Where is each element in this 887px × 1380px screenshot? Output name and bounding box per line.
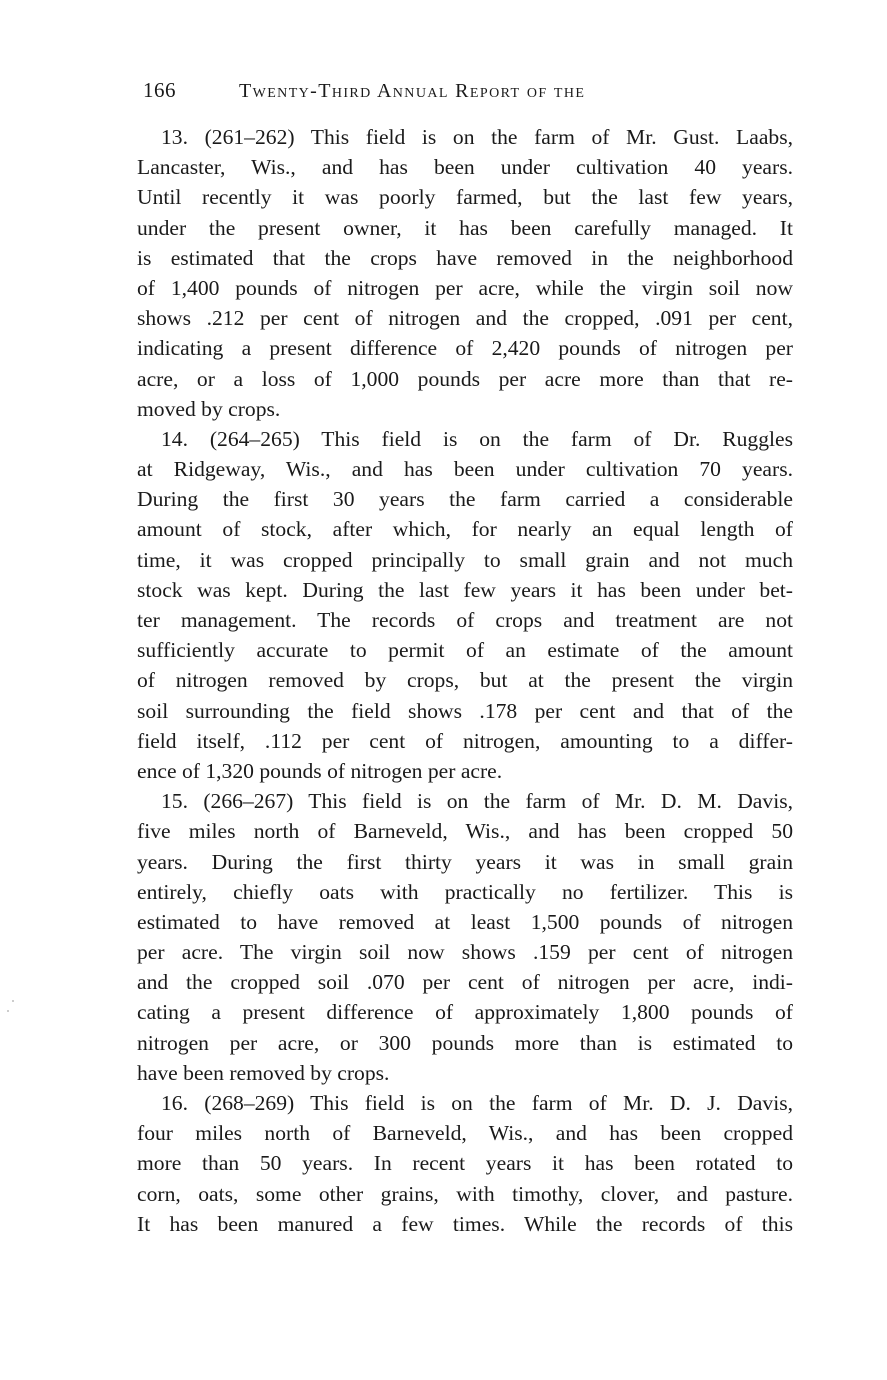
text-line: under the present owner, it has been carefully managed. It — [137, 215, 793, 240]
running-title: Twenty-Third Annual Report of the — [239, 80, 586, 102]
text-line: shows .212 per cent of nitrogen and the cropped, .091 per cent, — [137, 306, 793, 331]
text-line: During the first 30 years the farm carried a considerable — [137, 487, 793, 512]
text-line: four miles north of Barneveld, Wis., and has been cropped — [137, 1121, 793, 1146]
paragraph-16 — [137, 1088, 793, 1239]
text-line: is estimated that the crops have removed in the neighborhood — [137, 245, 793, 270]
text-line: 13. (261–262) This field is on the farm of Mr. Gust. Laabs, — [161, 125, 793, 149]
text-line: sufficiently accurate to permit of an estimate of the amount — [137, 638, 793, 663]
text-line: soil surrounding the field shows .178 per cent and that of the — [137, 698, 793, 723]
text-line: nitrogen per acre, or 300 pounds more than is estimated to — [137, 1030, 793, 1055]
paper-speck — [12, 1000, 14, 1002]
text-line: acre, or a loss of 1,000 pounds per acre more than that re- — [137, 366, 793, 391]
text-line: five miles north of Barneveld, Wis., and has been cropped 50 — [137, 819, 793, 844]
text-line: of nitrogen removed by crops, but at the present the virgin — [137, 668, 793, 693]
text-line: years. During the first thirty years it was in small grain — [137, 849, 793, 874]
paragraph-14 — [137, 424, 793, 786]
text-line: moved by crops. — [137, 396, 281, 421]
text-line: per acre. The virgin soil now shows .159 per cent of nitrogen — [137, 940, 793, 965]
running-head — [143, 78, 703, 108]
text-line: corn, oats, some other grains, with timothy, clover, and pasture. — [137, 1181, 793, 1206]
text-line: and the cropped soil .070 per cent of nitrogen per acre, indi- — [137, 970, 793, 995]
text-line: at Ridgeway, Wis., and has been under cultivation 70 years. — [137, 457, 793, 482]
text-line: 15. (266–267) This field is on the farm of Mr. D. M. Davis, — [161, 789, 793, 814]
text-line: have been removed by crops. — [137, 1060, 390, 1085]
text-line: indicating a present difference of 2,420 pounds of nitrogen per — [137, 336, 793, 361]
text-line: It has been manured a few times. While the records of this — [137, 1211, 793, 1236]
text-line: time, it was cropped principally to small grain and not much — [137, 547, 793, 572]
text-line: entirely, chiefly oats with practically no fertilizer. This is — [137, 879, 793, 904]
paper-speck — [7, 1010, 9, 1012]
body-text — [137, 122, 793, 1239]
text-line: stock was kept. During the last few years it has been under bet- — [137, 577, 793, 602]
paragraph-15 — [137, 786, 793, 1088]
text-line: 14. (264–265) This field is on the farm of Dr. Ruggles — [161, 426, 793, 451]
text-line: ter management. The records of crops and treatment are not — [137, 608, 793, 632]
text-line: Lancaster, Wis., and has been under cultivation 40 years. — [137, 155, 793, 180]
text-line: ence of 1,320 pounds of nitrogen per acre. — [137, 758, 503, 783]
text-line: 16. (268–269) This field is on the farm of Mr. D. J. Davis, — [161, 1091, 793, 1115]
page-number: 166 — [143, 78, 176, 102]
text-line: cating a present difference of approximately 1,800 pounds of — [137, 1000, 793, 1025]
text-line: of 1,400 pounds of nitrogen per acre, while the virgin soil now — [137, 275, 793, 300]
text-line: Until recently it was poorly farmed, but the last few years, — [137, 185, 793, 210]
text-line: estimated to have removed at least 1,500 pounds of nitrogen — [137, 909, 793, 934]
text-line: field itself, .112 per cent of nitrogen, amounting to a differ- — [137, 728, 793, 753]
text-line: more than 50 years. In recent years it has been rotated to — [137, 1151, 793, 1176]
text-line: amount of stock, after which, for nearly an equal length of — [137, 517, 793, 542]
paragraph-13 — [137, 122, 793, 424]
